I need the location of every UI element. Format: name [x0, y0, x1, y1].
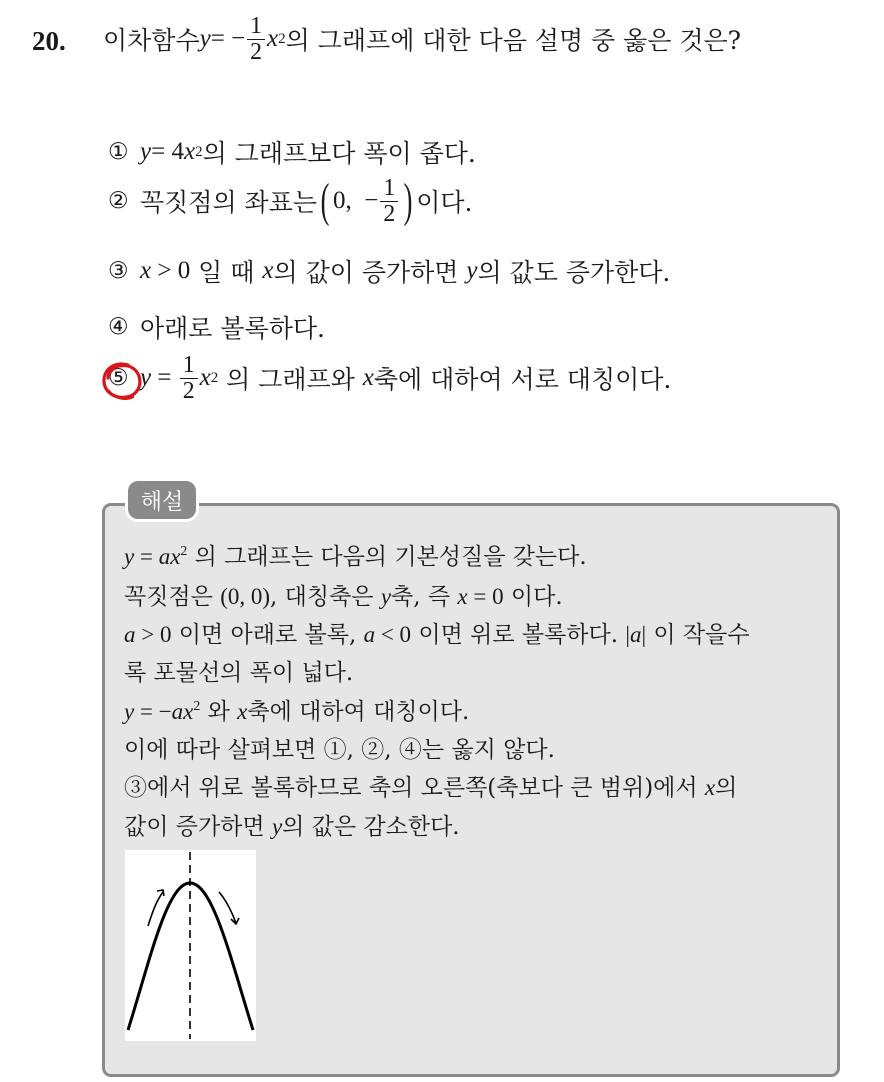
math-a: a [171, 699, 184, 724]
explanation-line-8 [124, 808, 460, 841]
explanation-line-3 [124, 616, 750, 649]
math-a: a [124, 622, 136, 647]
explanation-text: 이 작을수 [646, 622, 750, 648]
explanation-line-7 [124, 769, 737, 802]
math-x: x [199, 364, 211, 392]
explanation-text: 록 포물선의 폭이 넓다. [124, 660, 354, 686]
math-a: a [158, 544, 171, 569]
math-point: (0, 0) [220, 584, 271, 609]
explanation-text: 의 [715, 775, 738, 801]
choice-text: 일 때 [190, 258, 263, 287]
explanation-line-6 [124, 731, 555, 764]
answer-circle-mark [100, 360, 144, 402]
parabola-graph [125, 850, 256, 1041]
choice-text-end: 이다. [416, 188, 473, 218]
explanation-line-5 [124, 693, 469, 726]
fraction-denominator: 2 [383, 200, 396, 227]
choice-2[interactable] [108, 176, 472, 227]
explanation-text: 의 그래프는 다음의 기본성질을 갖는다. [187, 544, 587, 570]
math-x: x [262, 257, 274, 284]
explanation-text: 이에 따라 살펴보면 ①, ②, ④는 옳지 않다. [124, 737, 555, 763]
fraction-denominator: 2 [250, 38, 263, 65]
math-x: x [170, 544, 181, 569]
math-eq: = − [134, 699, 172, 724]
explanation-text: 축에 대하여 대칭이다. [247, 699, 470, 725]
math-x: x [140, 257, 152, 284]
choice-4[interactable] [108, 309, 325, 345]
choice-5[interactable]: ⑤ y = $\frac{1}{2}$ x 2 의 그래프와 x 축에 대하여 서로 대칭이다. [108, 352, 672, 404]
fraction-numerator: 1 [380, 176, 398, 202]
choice-marker: ⑤ [108, 365, 129, 392]
math-x: x [704, 775, 716, 800]
explanation-text: 값이 증가하면 [124, 814, 272, 840]
math-y: y [140, 364, 152, 392]
math-exponent: 2 [180, 543, 188, 559]
coordinate: 0, − [332, 187, 379, 215]
choice-text: 의 그래프와 [218, 365, 363, 395]
choice-text: 의 값이 증가하면 [273, 258, 467, 287]
explanation-text: 의 값은 감소한다. [282, 814, 460, 840]
choice-text: 의 그래프보다 폭이 좁다. [202, 139, 476, 168]
math-eq: = − [210, 25, 246, 53]
explanation-line-1 [124, 538, 587, 571]
explanation-line-2 [124, 578, 563, 611]
explanation-text: , 대칭축은 [270, 584, 381, 610]
math-y: y [124, 699, 135, 724]
explanation-text: 축, 즉 [391, 584, 458, 610]
fraction-one-half [247, 14, 265, 65]
math-x: x [183, 138, 196, 165]
choice-marker: ④ [108, 314, 129, 340]
math-x: x [237, 699, 248, 724]
choice-3[interactable] [108, 253, 670, 289]
math-x: x [457, 584, 468, 609]
math-eq: = [134, 544, 159, 569]
explanation-text: 꼭짓점은 [124, 584, 221, 610]
fraction-denominator: 2 [182, 377, 195, 404]
math-exponent: 2 [193, 698, 201, 714]
abs-bar: | [641, 622, 647, 647]
choice-text: 축에 대하여 서로 대칭이다. [373, 365, 672, 395]
choice-marker: ③ [108, 258, 129, 284]
math-y: y [466, 257, 478, 284]
math-a: a [629, 622, 642, 647]
explanation-text: ③에서 위로 볼록하므로 축의 오른쪽(축보다 큰 범위)에서 [124, 775, 705, 801]
math-ineq: > 0 [151, 257, 191, 284]
explanation-text: 이다. [503, 584, 563, 610]
math-x: x [362, 364, 374, 392]
fraction-numerator: 1 [180, 353, 198, 379]
math-eq: = [151, 364, 178, 392]
explanation-line-4 [124, 654, 353, 687]
explanation-text: 이면 위로 볼록하다. [411, 622, 626, 648]
question-stem: 이차함수 y = − $\frac{1}{2}$ x 2 의 그래프에 대한 다음 설명 중 옳은 것은? [103, 13, 742, 65]
math-x: x [183, 699, 194, 724]
fraction-numerator: 1 [247, 14, 265, 40]
choice-text: 의 값도 증가한다. [477, 258, 671, 287]
question-number: 20. [32, 26, 66, 56]
math-eq: = 0 [467, 584, 504, 609]
fraction-one-half [380, 176, 398, 227]
math-y: y [199, 25, 211, 53]
math-y: y [140, 138, 152, 165]
fraction-one-half [180, 353, 198, 404]
choice-text: 아래로 볼록하다. [140, 314, 325, 343]
choice-1[interactable]: ① y = 4 x 2 의 그래프보다 폭이 좁다. [108, 134, 476, 170]
math-eq: = 4 [151, 138, 184, 165]
math-ineq: < 0 [375, 622, 412, 647]
decreasing-arrow [219, 892, 236, 923]
choice-marker: ① [108, 139, 129, 165]
abs-bar: | [625, 622, 630, 647]
explanation-text: 와 [200, 699, 238, 725]
math-x: x [267, 25, 279, 53]
math-y: y [271, 814, 283, 839]
choice-text: 꼭짓점의 좌표는 [140, 188, 317, 218]
explanation-label: 해설 [128, 481, 196, 519]
explanation-text: 이면 아래로 볼록, [171, 622, 364, 648]
question-tail: 의 그래프에 대한 다음 설명 중 옳은 것은? [285, 26, 742, 56]
math-ineq: > 0 [135, 622, 172, 647]
right-paren: ) [403, 174, 413, 228]
left-paren: ( [320, 174, 330, 228]
math-a: a [363, 622, 376, 647]
choice-marker: ② [108, 188, 129, 215]
question-lead: 이차함수 [103, 26, 200, 56]
math-y: y [380, 584, 392, 609]
math-y: y [124, 544, 135, 569]
